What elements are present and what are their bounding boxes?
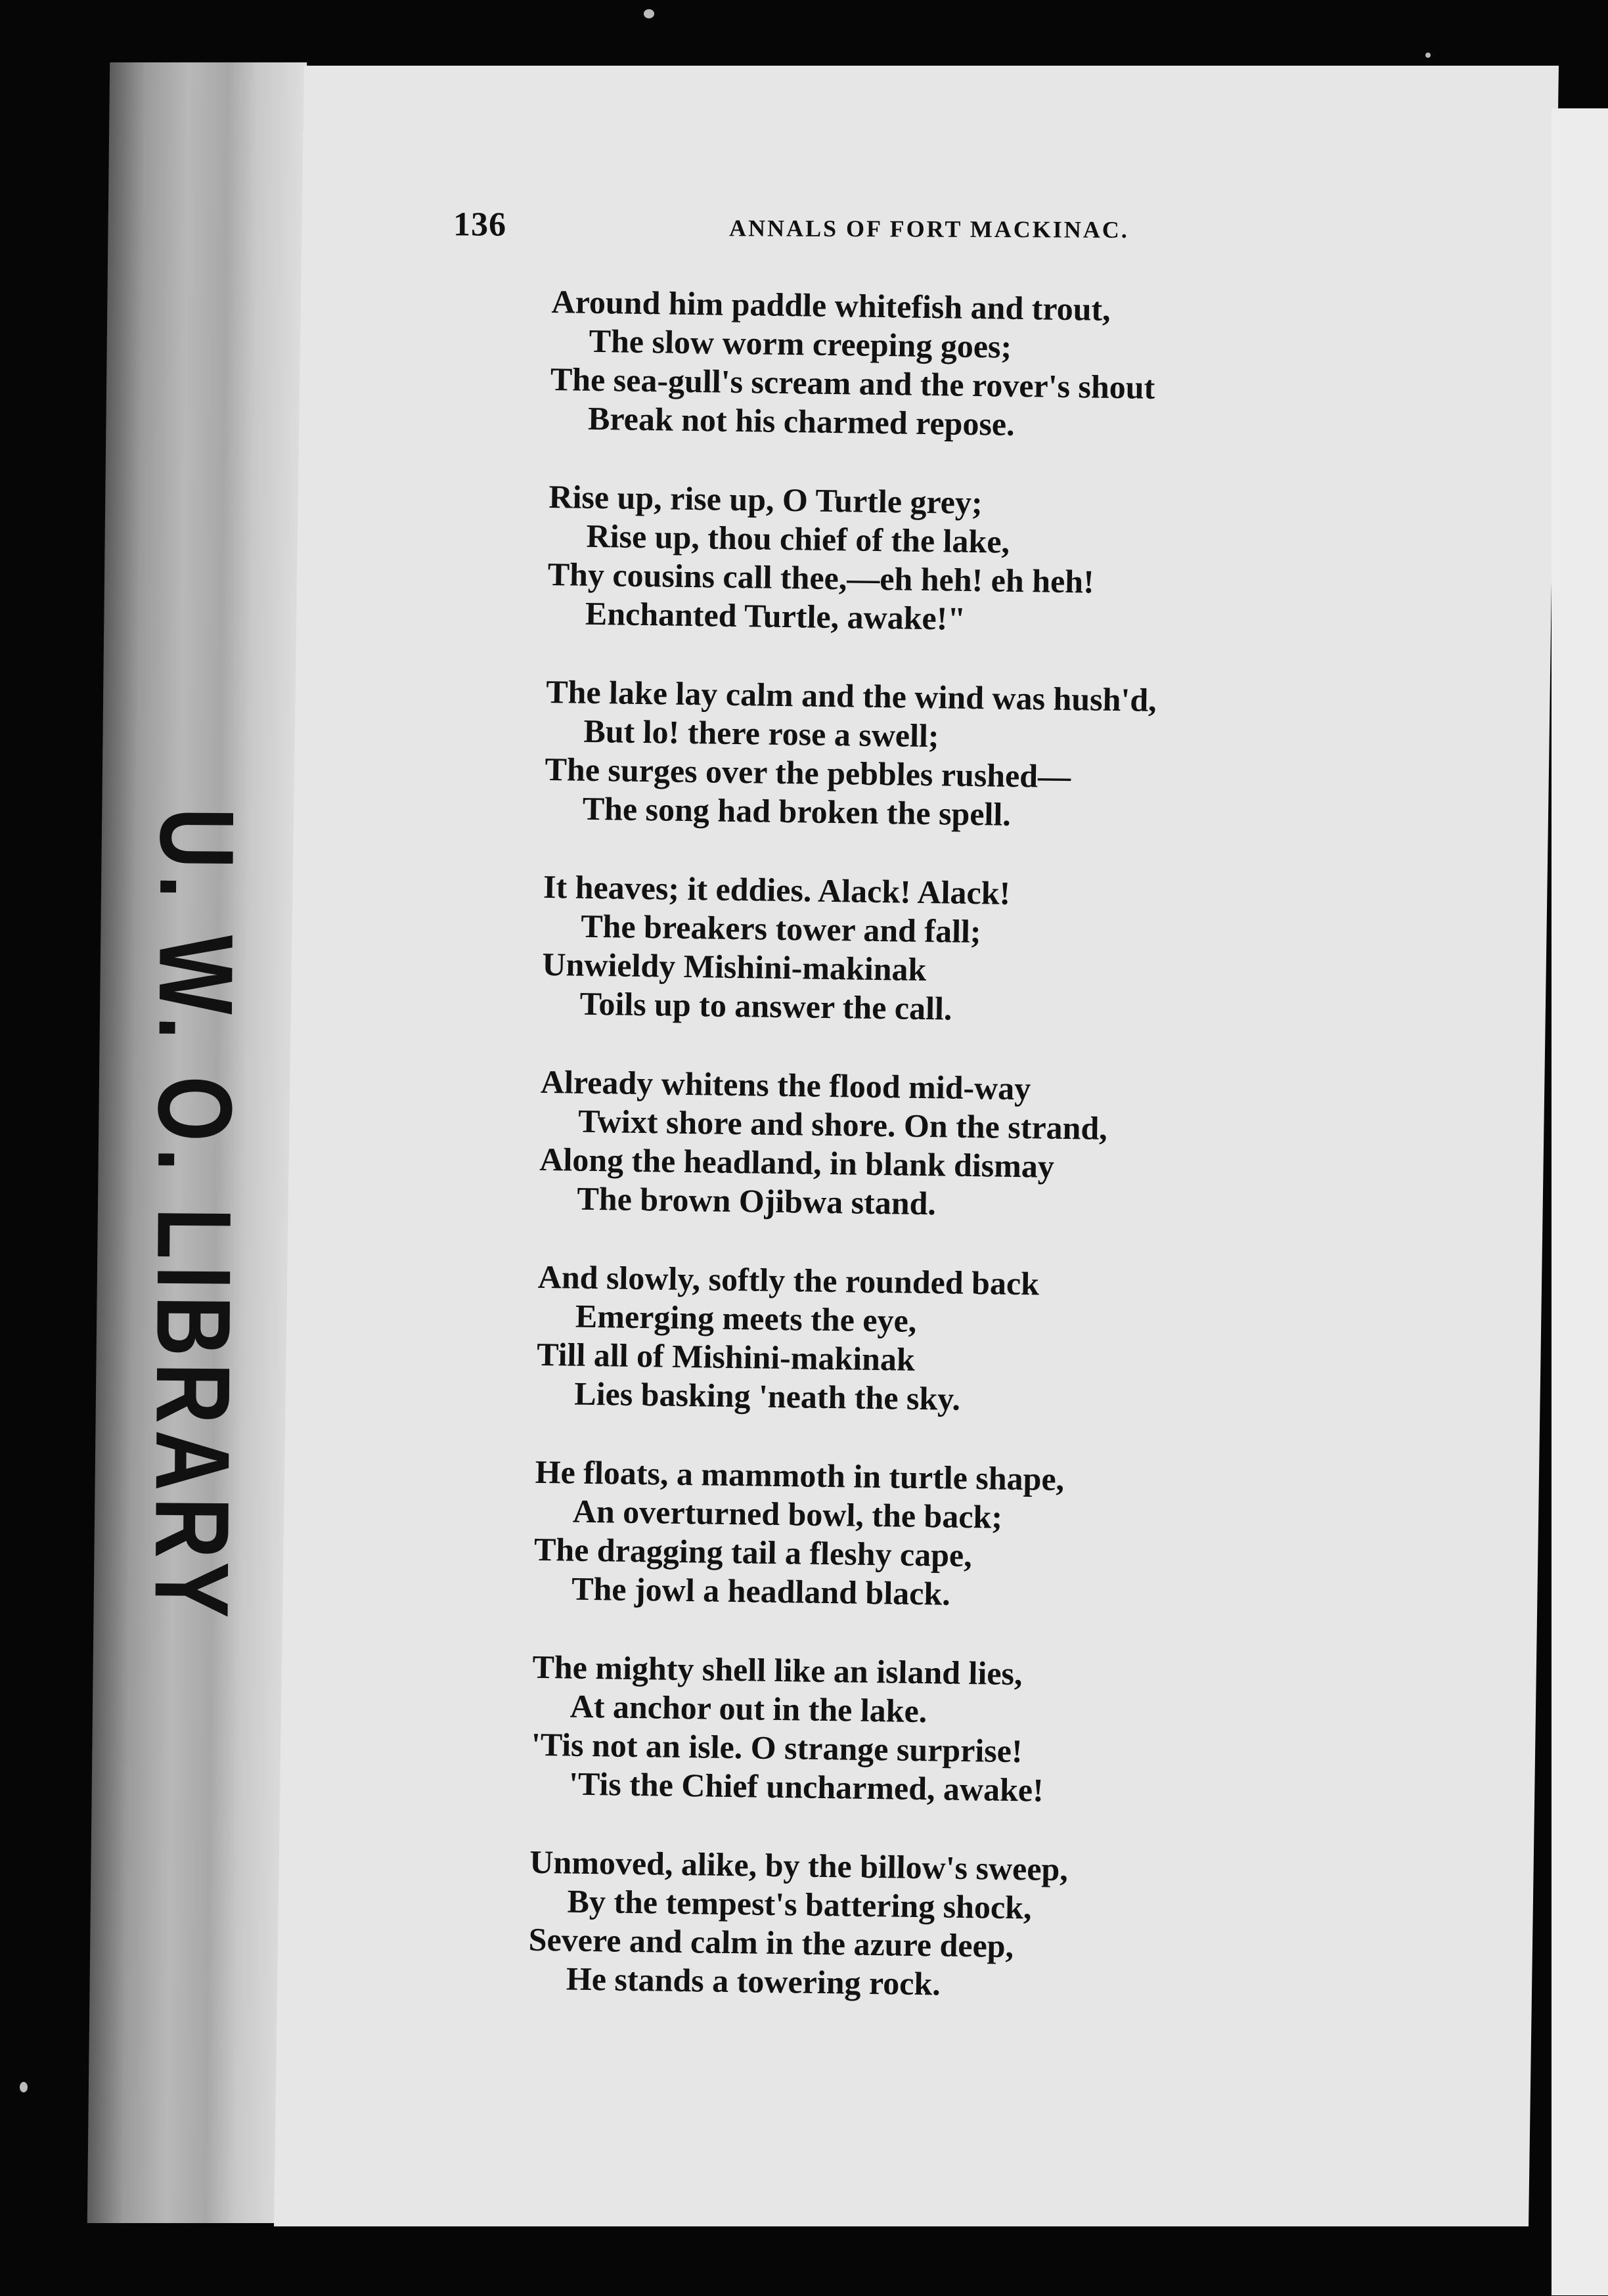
poem-line: Enchanted Turtle, awake!" — [585, 594, 966, 637]
poem-line: The jowl a headland black. — [571, 1570, 951, 1612]
poem-line: But lo! there rose a swell; — [583, 712, 939, 755]
poem-line: The mighty shell like an island lies, — [532, 1648, 1023, 1692]
running-head: ANNALS OF FORT MACKINAC. — [728, 215, 1129, 243]
poem-line: The brown Ojibwa stand. — [577, 1180, 937, 1222]
stanza — [550, 282, 1340, 449]
poem-line: Toils up to answer the call. — [579, 984, 952, 1027]
poem-line: Unmoved, alike, by the billow's sweep, — [529, 1843, 1069, 1888]
stanza — [541, 868, 1331, 1034]
poem-line: Unwieldy Mishini-makinak — [542, 945, 927, 988]
poem-line: Already whitens the flood mid-way — [540, 1063, 1031, 1107]
poem-line: The dragging tail a fleshy cape, — [533, 1530, 973, 1574]
poem-line: The slow worm creeping goes; — [589, 322, 1012, 365]
scan-speck — [644, 9, 654, 18]
stanza — [539, 1063, 1329, 1229]
scan-speck — [20, 2082, 28, 2092]
poem-line: The song had broken the spell. — [582, 789, 1012, 833]
facing-page-edge — [1552, 108, 1608, 2295]
poem-line: Severe and calm in the azure deep, — [528, 1920, 1014, 1965]
stanza — [528, 1843, 1318, 2009]
poem-line: Twixt shore and shore. On the strand, — [577, 1102, 1108, 1147]
scan-speck — [1425, 53, 1431, 58]
page-number: 136 — [453, 206, 507, 244]
poem-line: Rise up, thou chief of the lake, — [586, 517, 1010, 560]
poem-line: The lake lay calm and the wind was hush'd, — [545, 673, 1157, 718]
poem-line: It heaves; it eddies. Alack! Alack! — [543, 868, 1011, 912]
poem-line: Till all of Mishini-makinak — [536, 1335, 916, 1378]
stanza — [533, 1453, 1324, 1619]
poem-line: An overturned bowl, the back; — [572, 1492, 1003, 1535]
stanza — [544, 673, 1334, 839]
poem-line: Lies basking 'neath the sky. — [573, 1375, 961, 1417]
poem-line: He stands a towering rock. — [566, 1960, 941, 2002]
poem-line: Break not his charmed repose. — [587, 399, 1015, 443]
page-header — [453, 205, 1228, 261]
poem-line: Emerging meets the eye, — [575, 1297, 917, 1339]
poem-line: By the tempest's battering shock, — [567, 1882, 1032, 1926]
poem-line: Thy cousins call thee,—eh heh! eh heh! — [547, 555, 1095, 600]
stanza — [547, 477, 1337, 644]
poem-line: Around him paddle whitefish and trout, — [551, 282, 1111, 328]
poem-line: The sea-gull's scream and the rover's shout — [550, 360, 1155, 406]
poem-line: He floats, a mammoth in turtle shape, — [535, 1453, 1065, 1498]
poem-line: And slowly, softly the rounded back — [537, 1258, 1040, 1302]
poem — [527, 282, 1340, 2048]
poem-line: The breakers tower and fall; — [580, 907, 981, 950]
poem-line: 'Tis the Chief uncharmed, awake! — [568, 1765, 1044, 1809]
poem-line: Along the headland, in blank dismay — [539, 1140, 1055, 1185]
library-stamp — [132, 807, 256, 1625]
stanza — [536, 1258, 1326, 1424]
poem-line: Rise up, rise up, O Turtle grey; — [548, 477, 983, 521]
library-stamp-text: U. W. O. LIBRARY — [132, 807, 256, 1625]
poem-line: At anchor out in the lake. — [570, 1687, 927, 1730]
poem-line: The surges over the pebbles rushed— — [545, 750, 1071, 795]
poem-line: 'Tis not an isle. O strange surprise! — [531, 1725, 1023, 1770]
stanza — [531, 1648, 1321, 1814]
